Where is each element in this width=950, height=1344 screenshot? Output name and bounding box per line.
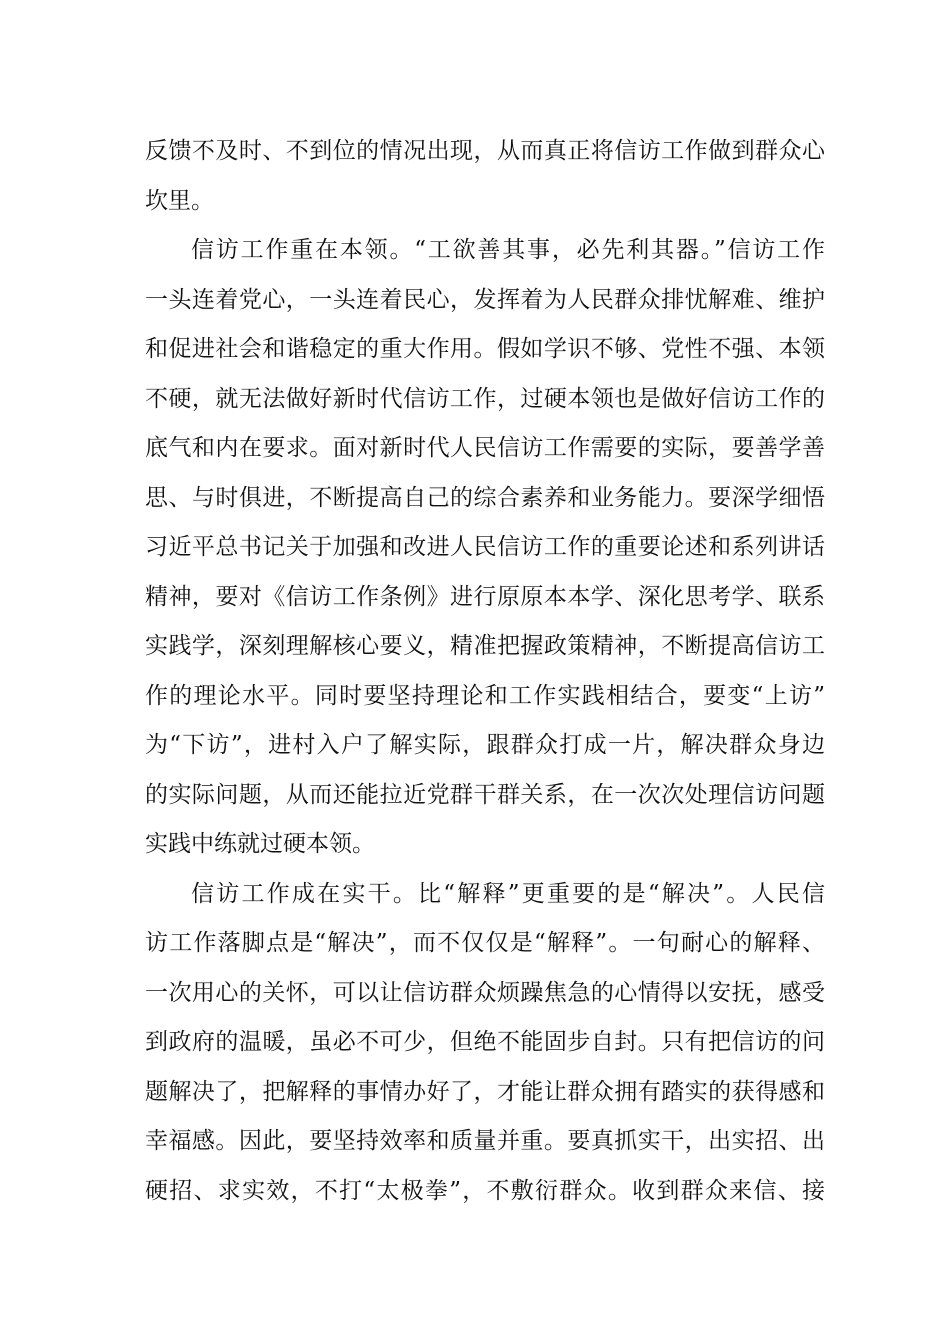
text-line: 和促进社会和谐稳定的重大作用。假如学识不够、党性不强、本领 [145,336,825,362]
text-line: 为“下访”，进村入户了解实际，跟群众打成一片，解决群众身边 [145,732,825,758]
paragraph-first-line: 信访工作成在实干。比“解释”更重要的是“解决”。人民信 [191,880,825,907]
text-line: 到政府的温暖，虽必不可少，但绝不能固步自封。只有把信访的问 [145,1029,825,1055]
text-line: 一头连着党心，一头连着民心，发挥着为人民群众排忧解难、维护 [145,286,825,313]
text-line: 反馈不及时、不到位的情况出现，从而真正将信访工作做到群众心 [145,138,825,164]
text-line: 幸福感。因此，要坚持效率和质量并重。要真抓实干，出实招、出 [145,1128,825,1154]
text-line: 题解决了，把解释的事情办好了，才能让群众拥有踏实的获得感和 [145,1078,825,1105]
text-line: 访工作落脚点是“解决”，而不仅仅是“解释”。一句耐心的解释、 [145,930,825,956]
text-line: 精神，要对《信访工作条例》进行原原本本学、深化思考学、联系 [145,583,825,610]
text-line: 底气和内在要求。面对新时代人民信访工作需要的实际，要善学善 [145,435,825,461]
text-line: 实践中练就过硬本领。 [145,831,375,857]
text-line: 的实际问题，从而还能拉近党群干群关系，在一次次处理信访问题 [145,781,825,808]
text-line: 一次用心的关怀，可以让信访群众烦躁焦急的心情得以安抚，感受 [145,979,825,1006]
text-line: 坎里。 [145,187,214,214]
text-line: 实践学，深刻理解核心要义，精准把握政策精神，不断提高信访工 [145,633,825,659]
text-line: 作的理论水平。同时要坚持理论和工作实践相结合，要变“上访” [145,682,825,709]
document-body [145,127,825,1216]
text-line: 思、与时俱进，不断提高自己的综合素养和业务能力。要深学细悟 [145,484,825,511]
text-line: 硬招、求实效，不打“太极拳”，不敷衍群众。收到群众来信、接 [145,1177,825,1204]
paragraph-first-line: 信访工作重在本领。“工欲善其事，必先利其器。”信访工作 [191,237,825,263]
text-line: 不硬，就无法做好新时代信访工作，过硬本领也是做好信访工作的 [145,385,825,412]
text-line: 习近平总书记关于加强和改进人民信访工作的重要论述和系列讲话 [145,534,825,560]
